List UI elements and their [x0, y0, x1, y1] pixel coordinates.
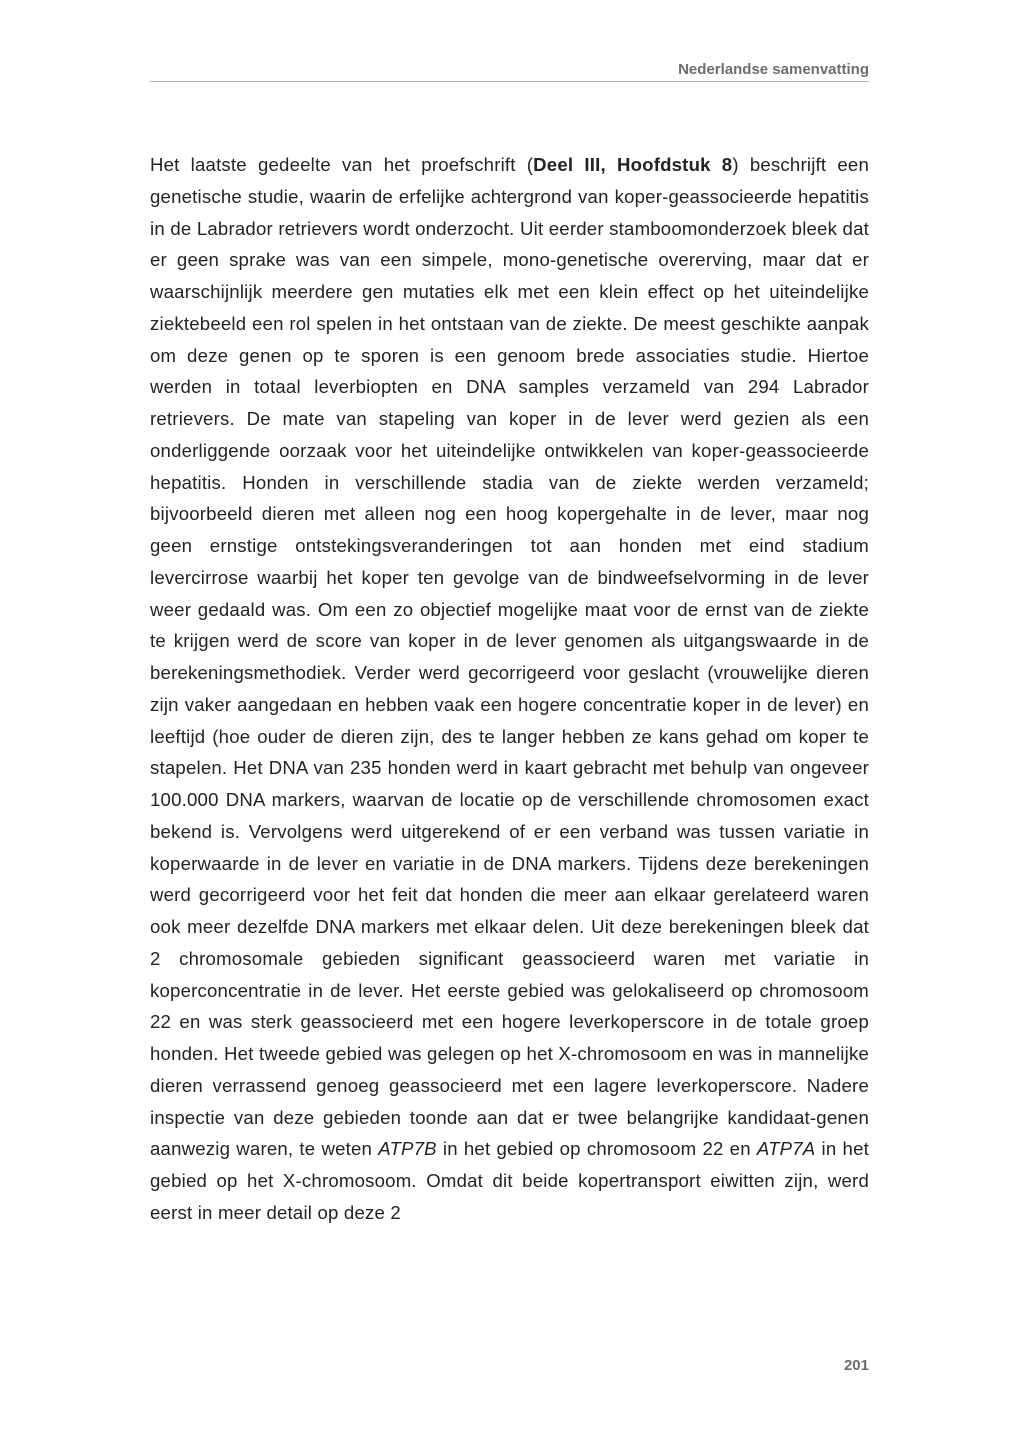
section-reference: Deel III, Hoofdstuk 8: [533, 154, 733, 175]
text-segment-intro: Het laatste gedeelte van het proefschrift (: [150, 154, 534, 175]
gene-name-atp7b: ATP7B: [378, 1138, 437, 1160]
page-number: 201: [843, 1357, 869, 1374]
header-rule: [150, 81, 869, 82]
text-segment-main: ) beschrijft een genetische studie, waarin de erfelijke achtergrond van koper-geassocieerde hepatitis in de Labrador retrievers wordt onderzocht. Uit eerder stamboomonderzoek bleek dat er geen sprake was van een simpele, mono-genetische overerving, maar dat er waarschijnlijk meerdere gen mutaties elk met een klein effect op het uiteindelijke ziektebeeld een rol spelen in het ontstaan van de ziekte. De meest geschikte aanpak om deze genen op te sporen is een genoom brede associaties studie. Hiertoe werden in totaal leverbiopten en DNA samples verzameld van 294 Labrador retrievers. De mate van stapeling van koper in de lever werd gezien als een onderliggende oorzaak voor het uiteindelijke ontwikkelen van koper-geassocieerde hepatitis. Honden in verschillende stadia van de ziekte werden verzameld; bijvoorbeeld dieren met alleen nog een hoog kopergehalte in de lever, maar nog geen ernstige ontstekingsveranderingen tot aan honden met eind stadium levercirrose waarbij het koper ten gevolge van de bindweefselvorming in de lever weer gedaald was. Om een zo objectief mogelijke maat voor de ernst van de ziekte te krijgen werd de score van koper in de lever genomen als uitgangswaarde in de berekeningsmethodiek. Verder werd gecorrigeerd voor geslacht (vrouwelijke dieren zijn vaker aangedaan en hebben vaak een hogere concentratie koper in de lever) en leeftijd (hoe ouder de dieren zijn, des te langer hebben ze kans gehad om koper te stapelen. Het DNA van 235 honden werd in kaart gebracht met behulp van ongeveer 100.000 DNA markers, waarvan de locatie op de verschillende chromosomen exact bekend is. Vervolgens werd uitgerekend of er een verband was tussen variatie in koperwaarde in de lever en variatie in de DNA markers. Tijdens deze berekeningen werd gecorrigeerd voor het feit dat honden die meer aan elkaar gerelateerd waren ook meer dezelfde DNA markers met elkaar delen. Uit deze berekeningen bleek dat 2 chromosomale gebieden significant geassocieerd waren met variatie in koperconcentratie in de lever. Het eerste gebied was gelokaliseerd op chromosoom 22 en was sterk geassocieerd met een hogere leverkoperscore in de totale groep honden. Het tweede gebied was gelegen op het X-chromosoom en was in mannelijke dieren verrassend genoeg geassocieerd met een lagere leverkoperscore. Nadere inspectie van deze gebieden toonde aan dat er twee belangrijke kandidaat-genen aanwezig waren, te weten: [150, 154, 869, 1160]
text-segment-gene-link: in het gebied op chromosoom 22 en: [436, 1138, 757, 1160]
body-paragraph: [150, 149, 869, 1229]
gene-name-atp7a: ATP7A: [756, 1138, 816, 1160]
text-segment-end: in het gebied op het X-chromosoom. Omdat dit beide kopertransport eiwitten zijn, werd eerst in meer detail op deze 2: [150, 1138, 869, 1223]
running-head: Nederlandse samenvatting: [678, 61, 869, 78]
